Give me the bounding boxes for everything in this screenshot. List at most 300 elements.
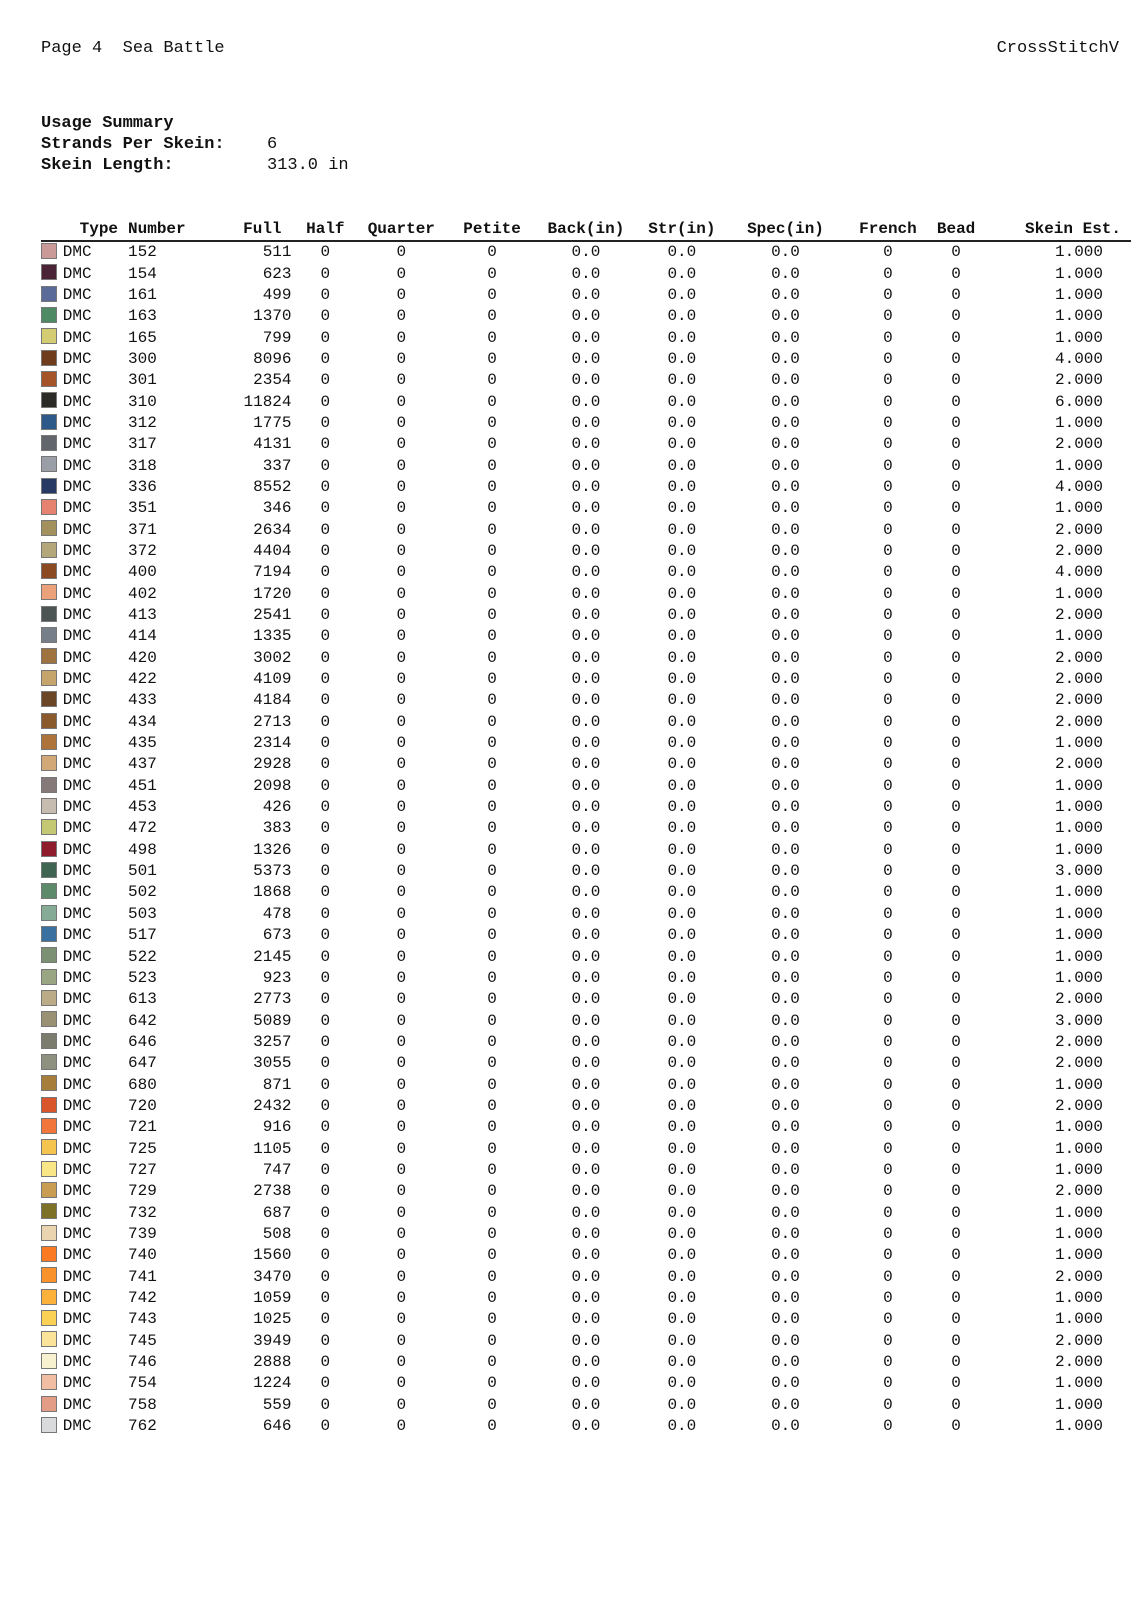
cell-french: 0	[883, 883, 893, 902]
cell-str: 0.0	[667, 1395, 697, 1414]
summary-title: Usage Summary	[41, 114, 174, 133]
cell-back: 0.0	[571, 691, 601, 710]
cell-petite: 0	[487, 1267, 497, 1286]
cell-type: DMC	[62, 862, 92, 881]
cell-str: 0.0	[667, 477, 697, 496]
color-swatch	[41, 264, 57, 280]
cell-half: 0	[320, 456, 331, 475]
cell-quarter: 0	[396, 499, 407, 518]
cell-half: 0	[320, 1160, 331, 1179]
cell-french: 0	[883, 541, 893, 560]
cell-french: 0	[883, 1075, 893, 1094]
cell-skein-est: 1.000	[1054, 264, 1103, 283]
page-header-app: CrossStitchV	[996, 39, 1119, 58]
cell-full: 2098	[253, 776, 292, 795]
cell-french: 0	[883, 1054, 893, 1073]
cell-swatch	[41, 605, 63, 626]
cell-bead: 0	[951, 477, 961, 496]
cell-number: 517	[128, 926, 157, 945]
cell-spec: 0.0	[771, 862, 800, 881]
cell-str: 0.0	[667, 371, 697, 390]
cell-petite: 0	[487, 307, 497, 326]
cell-back: 0.0	[571, 904, 601, 923]
cell-swatch	[41, 455, 63, 476]
cell-back: 0.0	[571, 392, 601, 411]
cell-french: 0	[883, 627, 893, 646]
cell-number: 372	[128, 541, 157, 560]
color-swatch	[41, 1396, 57, 1412]
cell-swatch	[41, 1395, 63, 1416]
cell-french: 0	[883, 349, 893, 368]
cell-str: 0.0	[667, 648, 697, 667]
cell-number: 312	[128, 413, 157, 432]
cell-petite: 0	[487, 435, 497, 454]
cell-french: 0	[883, 904, 893, 923]
cell-full: 2432	[253, 1096, 292, 1115]
cell-number: 451	[128, 776, 157, 795]
cell-str: 0.0	[667, 904, 697, 923]
cell-french: 0	[883, 776, 893, 795]
cell-full: 8096	[253, 349, 292, 368]
cell-skein-est: 4.000	[1054, 563, 1103, 582]
cell-number: 721	[128, 1118, 157, 1137]
cell-french: 0	[883, 1182, 893, 1201]
cell-half: 0	[320, 1075, 331, 1094]
table-row	[41, 413, 1131, 434]
cell-number: 437	[128, 755, 157, 774]
cell-back: 0.0	[571, 307, 601, 326]
cell-quarter: 0	[396, 1075, 407, 1094]
cell-french: 0	[883, 1160, 893, 1179]
cell-type: DMC	[62, 776, 92, 795]
cell-french: 0	[883, 670, 893, 689]
cell-type: DMC	[62, 1160, 92, 1179]
table-row	[41, 989, 1131, 1010]
cell-bead: 0	[951, 798, 961, 817]
cell-full: 2773	[253, 990, 292, 1009]
cell-type: DMC	[62, 435, 92, 454]
cell-number: 502	[128, 883, 157, 902]
cell-number: 165	[128, 328, 157, 347]
cell-type: DMC	[62, 1182, 92, 1201]
cell-quarter: 0	[396, 1139, 407, 1158]
cell-spec: 0.0	[771, 926, 800, 945]
cell-quarter: 0	[396, 285, 407, 304]
cell-spec: 0.0	[771, 1417, 800, 1436]
table-row	[41, 562, 1131, 583]
cell-number: 154	[128, 264, 157, 283]
cell-skein-est: 3.000	[1054, 862, 1103, 881]
cell-half: 0	[320, 349, 331, 368]
cell-swatch	[41, 712, 63, 733]
color-swatch	[41, 648, 57, 664]
color-swatch	[41, 947, 57, 963]
table-row	[41, 861, 1131, 882]
cell-swatch	[41, 754, 63, 775]
col-skein-est: Skein Est.	[1024, 220, 1121, 238]
table-row	[41, 946, 1131, 967]
cell-petite: 0	[487, 499, 497, 518]
cell-petite: 0	[487, 691, 497, 710]
cell-petite: 0	[487, 862, 497, 881]
cell-full: 1560	[253, 1246, 292, 1265]
cell-type: DMC	[62, 606, 92, 625]
cell-bead: 0	[951, 328, 961, 347]
cell-swatch	[41, 946, 63, 967]
cell-full: 5373	[253, 862, 292, 881]
table-row	[41, 605, 1131, 626]
cell-str: 0.0	[667, 1353, 697, 1372]
cell-full: 2634	[253, 520, 292, 539]
cell-full: 5089	[253, 1011, 292, 1030]
cell-number: 646	[128, 1032, 157, 1051]
cell-back: 0.0	[571, 456, 601, 475]
cell-quarter: 0	[396, 307, 407, 326]
cell-petite: 0	[487, 1096, 497, 1115]
cell-bead: 0	[951, 840, 961, 859]
col-back: Back(in)	[547, 220, 625, 238]
cell-petite: 0	[487, 1054, 497, 1073]
cell-number: 762	[128, 1417, 157, 1436]
cell-type: DMC	[62, 477, 92, 496]
color-swatch	[41, 670, 57, 686]
cell-petite: 0	[487, 883, 497, 902]
color-swatch	[41, 478, 57, 494]
cell-swatch	[41, 370, 63, 391]
cell-skein-est: 1.000	[1054, 1417, 1103, 1436]
col-number: Number	[128, 220, 186, 238]
color-swatch	[41, 627, 57, 643]
skein-length-value: 313.0 in	[267, 156, 349, 175]
cell-half: 0	[320, 926, 331, 945]
cell-skein-est: 2.000	[1054, 606, 1103, 625]
cell-half: 0	[320, 1289, 331, 1308]
cell-skein-est: 1.000	[1054, 968, 1103, 987]
table-row	[41, 968, 1131, 989]
cell-half: 0	[320, 904, 331, 923]
cell-spec: 0.0	[771, 1289, 800, 1308]
cell-full: 623	[262, 264, 292, 283]
cell-back: 0.0	[571, 1353, 601, 1372]
cell-swatch	[41, 861, 63, 882]
cell-str: 0.0	[667, 264, 697, 283]
cell-str: 0.0	[667, 1289, 697, 1308]
cell-half: 0	[320, 1096, 331, 1115]
cell-str: 0.0	[667, 691, 697, 710]
cell-full: 2145	[253, 947, 292, 966]
cell-number: 739	[128, 1224, 157, 1243]
cell-half: 0	[320, 307, 331, 326]
table-row	[41, 669, 1131, 690]
color-swatch	[41, 456, 57, 472]
cell-full: 4404	[253, 541, 292, 560]
cell-skein-est: 6.000	[1054, 392, 1103, 411]
cell-half: 0	[320, 1374, 331, 1393]
cell-swatch	[41, 1096, 63, 1117]
cell-bead: 0	[951, 734, 961, 753]
cell-quarter: 0	[396, 904, 407, 923]
cell-spec: 0.0	[771, 1203, 800, 1222]
cell-quarter: 0	[396, 1054, 407, 1073]
cell-french: 0	[883, 371, 893, 390]
cell-french: 0	[883, 584, 893, 603]
cell-str: 0.0	[667, 1054, 697, 1073]
cell-full: 1775	[253, 413, 292, 432]
cell-half: 0	[320, 990, 331, 1009]
cell-str: 0.0	[667, 627, 697, 646]
cell-swatch	[41, 1267, 63, 1288]
cell-skein-est: 1.000	[1054, 499, 1103, 518]
cell-skein-est: 1.000	[1054, 840, 1103, 859]
cell-half: 0	[320, 520, 331, 539]
cell-bead: 0	[951, 1310, 961, 1329]
col-str: Str(in)	[648, 220, 716, 238]
cell-bead: 0	[951, 819, 961, 838]
cell-half: 0	[320, 1417, 331, 1436]
cell-skein-est: 1.000	[1054, 413, 1103, 432]
cell-petite: 0	[487, 371, 497, 390]
cell-quarter: 0	[396, 435, 407, 454]
cell-swatch	[41, 1032, 63, 1053]
cell-type: DMC	[62, 520, 92, 539]
cell-skein-est: 1.000	[1054, 904, 1103, 923]
cell-bead: 0	[951, 1353, 961, 1372]
color-swatch	[41, 1374, 57, 1390]
cell-quarter: 0	[396, 862, 407, 881]
cell-swatch	[41, 626, 63, 647]
cell-type: DMC	[62, 456, 92, 475]
cell-number: 523	[128, 968, 157, 987]
cell-swatch	[41, 1202, 63, 1223]
cell-swatch	[41, 1181, 63, 1202]
cell-french: 0	[883, 1118, 893, 1137]
cell-spec: 0.0	[771, 243, 800, 262]
color-swatch	[41, 307, 57, 323]
table-row	[41, 882, 1131, 903]
cell-petite: 0	[487, 627, 497, 646]
cell-quarter: 0	[396, 1267, 407, 1286]
cell-back: 0.0	[571, 371, 601, 390]
thread-usage-table	[41, 219, 1131, 1437]
cell-full: 383	[262, 819, 292, 838]
table-row	[41, 1138, 1131, 1159]
cell-half: 0	[320, 840, 331, 859]
cell-full: 3002	[253, 648, 292, 667]
cell-bead: 0	[951, 1331, 961, 1350]
cell-spec: 0.0	[771, 1096, 800, 1115]
cell-quarter: 0	[396, 1246, 407, 1265]
cell-quarter: 0	[396, 392, 407, 411]
cell-french: 0	[883, 413, 893, 432]
cell-back: 0.0	[571, 883, 601, 902]
cell-full: 1720	[253, 584, 292, 603]
cell-spec: 0.0	[771, 520, 800, 539]
cell-str: 0.0	[667, 947, 697, 966]
cell-type: DMC	[62, 1395, 92, 1414]
cell-back: 0.0	[571, 1374, 601, 1393]
cell-skein-est: 1.000	[1054, 1310, 1103, 1329]
cell-str: 0.0	[667, 755, 697, 774]
cell-str: 0.0	[667, 862, 697, 881]
table-row	[41, 733, 1131, 754]
cell-bead: 0	[951, 413, 961, 432]
cell-swatch	[41, 584, 63, 605]
cell-petite: 0	[487, 477, 497, 496]
table-row	[41, 349, 1131, 370]
cell-half: 0	[320, 691, 331, 710]
cell-back: 0.0	[571, 968, 601, 987]
strands-row	[41, 134, 349, 155]
cell-bead: 0	[951, 926, 961, 945]
cell-spec: 0.0	[771, 1395, 800, 1414]
cell-swatch	[41, 1224, 63, 1245]
table-row	[41, 1309, 1131, 1330]
cell-petite: 0	[487, 1160, 497, 1179]
cell-petite: 0	[487, 1417, 497, 1436]
cell-back: 0.0	[571, 1096, 601, 1115]
cell-french: 0	[883, 1417, 893, 1436]
cell-french: 0	[883, 691, 893, 710]
cell-bead: 0	[951, 1267, 961, 1286]
col-bead: Bead	[936, 220, 976, 238]
cell-str: 0.0	[667, 1267, 697, 1286]
cell-bead: 0	[951, 990, 961, 1009]
color-swatch	[41, 691, 57, 707]
cell-french: 0	[883, 1224, 893, 1243]
cell-petite: 0	[487, 606, 497, 625]
cell-number: 434	[128, 712, 157, 731]
cell-spec: 0.0	[771, 819, 800, 838]
cell-half: 0	[320, 755, 331, 774]
cell-quarter: 0	[396, 1417, 407, 1436]
cell-french: 0	[883, 947, 893, 966]
cell-skein-est: 2.000	[1054, 755, 1103, 774]
cell-back: 0.0	[571, 648, 601, 667]
cell-full: 923	[262, 968, 292, 987]
cell-petite: 0	[487, 264, 497, 283]
cell-spec: 0.0	[771, 328, 800, 347]
cell-bead: 0	[951, 456, 961, 475]
cell-spec: 0.0	[771, 840, 800, 859]
cell-spec: 0.0	[771, 712, 800, 731]
cell-french: 0	[883, 1395, 893, 1414]
cell-skein-est: 1.000	[1054, 819, 1103, 838]
cell-petite: 0	[487, 328, 497, 347]
cell-french: 0	[883, 1331, 893, 1350]
cell-french: 0	[883, 307, 893, 326]
cell-swatch	[41, 840, 63, 861]
cell-number: 727	[128, 1160, 157, 1179]
color-swatch	[41, 1161, 57, 1177]
cell-spec: 0.0	[771, 883, 800, 902]
cell-back: 0.0	[571, 541, 601, 560]
cell-french: 0	[883, 328, 893, 347]
cell-half: 0	[320, 712, 331, 731]
cell-french: 0	[883, 648, 893, 667]
cell-back: 0.0	[571, 1032, 601, 1051]
cell-skein-est: 2.000	[1054, 520, 1103, 539]
cell-type: DMC	[62, 1246, 92, 1265]
skein-length-row	[41, 155, 349, 176]
cell-number: 318	[128, 456, 157, 475]
color-swatch	[41, 819, 57, 835]
cell-number: 152	[128, 243, 157, 262]
cell-number: 501	[128, 862, 157, 881]
cell-bead: 0	[951, 1054, 961, 1073]
cell-quarter: 0	[396, 1395, 407, 1414]
cell-type: DMC	[62, 712, 92, 731]
table-row	[41, 498, 1131, 519]
color-swatch	[41, 1075, 57, 1091]
cell-quarter: 0	[396, 606, 407, 625]
cell-str: 0.0	[667, 1246, 697, 1265]
cell-bead: 0	[951, 1139, 961, 1158]
cell-str: 0.0	[667, 926, 697, 945]
cell-full: 1105	[253, 1139, 292, 1158]
cell-quarter: 0	[396, 1374, 407, 1393]
cell-french: 0	[883, 1096, 893, 1115]
cell-number: 725	[128, 1139, 157, 1158]
cell-full: 559	[262, 1395, 292, 1414]
cell-half: 0	[320, 776, 331, 795]
strands-label: Strands Per Skein:	[41, 135, 225, 154]
cell-str: 0.0	[667, 1203, 697, 1222]
cell-str: 0.0	[667, 392, 697, 411]
cell-number: 435	[128, 734, 157, 753]
cell-full: 916	[262, 1118, 292, 1137]
cell-back: 0.0	[571, 264, 601, 283]
cell-quarter: 0	[396, 755, 407, 774]
cell-full: 1326	[253, 840, 292, 859]
cell-quarter: 0	[396, 1331, 407, 1350]
cell-skein-est: 1.000	[1054, 1139, 1103, 1158]
cell-back: 0.0	[571, 328, 601, 347]
cell-swatch	[41, 1373, 63, 1394]
cell-number: 351	[128, 499, 157, 518]
col-spec: Spec(in)	[747, 220, 824, 238]
cell-str: 0.0	[667, 1224, 697, 1243]
cell-half: 0	[320, 584, 331, 603]
cell-quarter: 0	[396, 371, 407, 390]
table-row	[41, 754, 1131, 775]
cell-number: 413	[128, 606, 157, 625]
cell-half: 0	[320, 499, 331, 518]
cell-back: 0.0	[571, 755, 601, 774]
cell-bead: 0	[951, 584, 961, 603]
cell-petite: 0	[487, 1182, 497, 1201]
cell-quarter: 0	[396, 627, 407, 646]
cell-petite: 0	[487, 563, 497, 582]
cell-str: 0.0	[667, 1182, 697, 1201]
cell-back: 0.0	[571, 819, 601, 838]
cell-bead: 0	[951, 349, 961, 368]
cell-quarter: 0	[396, 520, 407, 539]
cell-quarter: 0	[396, 541, 407, 560]
cell-full: 2888	[253, 1353, 292, 1372]
cell-bead: 0	[951, 776, 961, 795]
cell-petite: 0	[487, 798, 497, 817]
cell-number: 371	[128, 520, 157, 539]
cell-half: 0	[320, 371, 331, 390]
cell-full: 747	[262, 1160, 292, 1179]
cell-spec: 0.0	[771, 1331, 800, 1350]
cell-type: DMC	[62, 1011, 92, 1030]
cell-full: 1224	[253, 1374, 292, 1393]
cell-spec: 0.0	[771, 968, 800, 987]
cell-half: 0	[320, 862, 331, 881]
cell-type: DMC	[62, 840, 92, 859]
color-swatch	[41, 862, 57, 878]
